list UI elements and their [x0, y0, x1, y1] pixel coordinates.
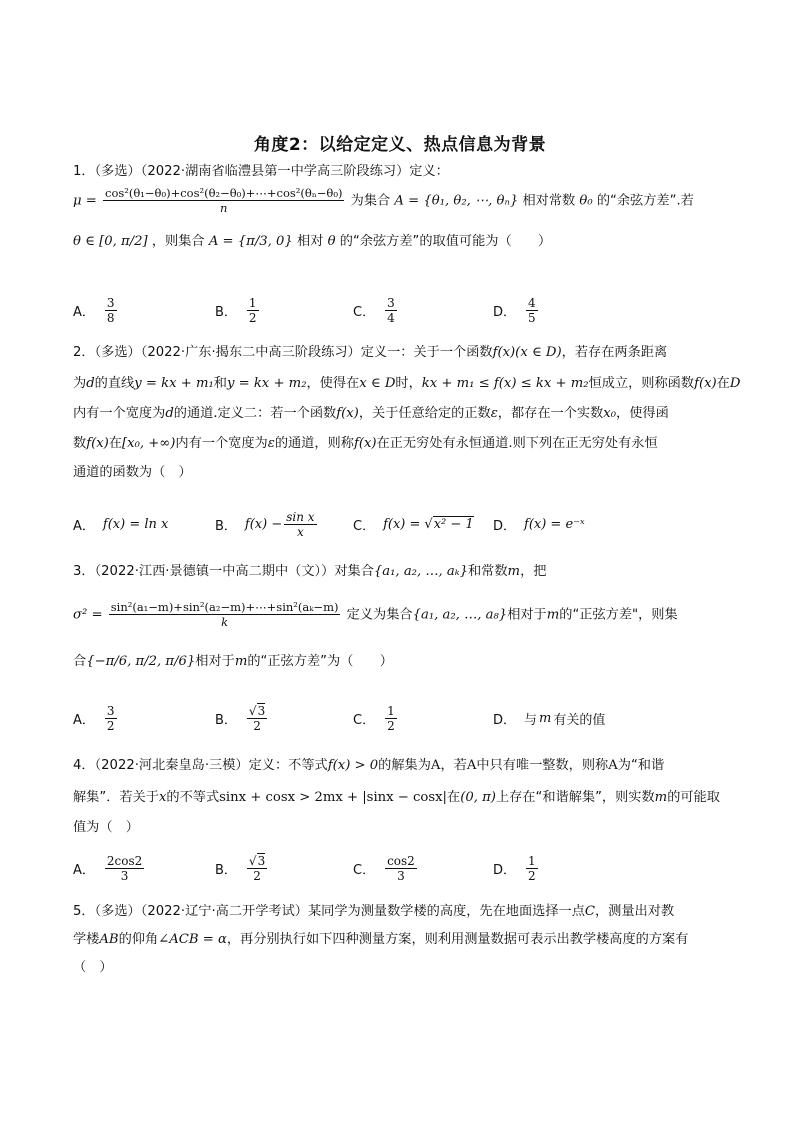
- q5-line-2: 学楼AB的仰角∠ACB = α，再分别执行如下四种测量方案，则利用测量数据可表示出教学楼高度的方案有: [73, 932, 689, 947]
- q1-option-c[interactable]: C． $\frac{3}{4}$: [353, 295, 395, 325]
- q1-variance-fraction: $\frac{\text{cos²(θ₁−θ₀)+cos²(θ₂−θ₀)+⋯+cos²(θₙ−θ₀)}}{n}$: [105, 186, 343, 215]
- q2-line-3: 内有一个宽度为d的通道.定义二：若一个函数f(x)，关于任意给定的正数ε，都存在一个实数x₀，使得函: [73, 406, 669, 421]
- q2-line-2: 为d的直线y = kx + m₁和y = kx + m₂，使得在x ∈ D时，kx + m₁ ≤ f(x) ≤ kx + m₂恒成立，则称函数f(x)在D: [73, 376, 741, 391]
- q3-line-2: σ² = $\frac{\text{sin²(a₁−m)+sin²(a₂−m)+⋯+sin²(aₖ−m)}}{k}$ 定义为集合{a₁, a₂, …, a₈}相对于m的“正弦方差"，则集: [73, 600, 678, 629]
- q3-variance-fraction: $\frac{\text{sin²(a₁−m)+sin²(a₂−m)+⋯+sin²(aₖ−m)}}{k}$: [110, 600, 339, 629]
- q4-option-a[interactable]: A． $\frac{2\cos 2}{3}$: [73, 853, 143, 883]
- q1-option-a[interactable]: A． $\frac{3}{8}$: [73, 295, 115, 325]
- q2-option-d[interactable]: D． f(x) = e⁻ˣ: [493, 516, 585, 534]
- q3-option-a[interactable]: A． $\frac{3}{2}$: [73, 703, 115, 733]
- q3-option-c[interactable]: C． $\frac{1}{2}$: [353, 703, 395, 733]
- q3-option-d[interactable]: D． 与 m 有关的值: [493, 710, 606, 728]
- sqrt-icon: √: [248, 703, 257, 718]
- q1-options: [73, 290, 733, 330]
- q4-option-b[interactable]: B． $\frac{√3}{2}$: [215, 853, 266, 883]
- q1-formula-line: μ = $\frac{\text{cos²(θ₁−θ₀)+cos²(θ₂−θ₀)+⋯+cos²(θₙ−θ₀)}}{n}$ 为集合 A = {θ₁, θ₂, ⋯, θₙ} 相对常数 θ₀ 的“余弦方差”.若: [73, 186, 694, 215]
- q4-option-d[interactable]: D． $\frac{1}{2}$: [493, 853, 536, 883]
- q4-line-1: 4．（2022·河北秦皇岛·三模）定义：不等式f(x) > 0的解集为A，若A中只有唯一整数，则称A为“和谐: [73, 758, 665, 773]
- q3-line-3: 合{−π/6, π/2, π/6}相对于m的“正弦方差”为（ ）: [73, 654, 393, 669]
- page-title: 角度2：以给定定义、热点信息为背景: [253, 135, 547, 155]
- q4-options: [73, 848, 733, 888]
- q2-option-a[interactable]: A． f(x) = ln x: [73, 516, 169, 534]
- q1-condition-line: θ ∈ [0, π/2] ，则集合 A = {π/3, 0} 相对 θ 的“余弦方差”的取值可能为（ ）: [73, 234, 552, 249]
- q2-line-4: 数f(x)在[x₀, +∞)内有一个宽度为ε的通道，则称f(x)在正无穷处有永恒通道.则下列在正无穷处有永恒: [73, 436, 658, 451]
- q3-line-1: 3．（2022·江西·景德镇一中高二期中（文））对集合{a₁, a₂, …, aₖ}和常数m，把: [73, 564, 547, 579]
- q2-line-5: 通道的函数为（ ）: [73, 465, 192, 480]
- q3-options: [73, 698, 733, 738]
- q1-header: 1．（多选）（2022·湖南省临澧县第一中学高三阶段练习）定义：: [73, 164, 449, 179]
- q4-line-3: 值为（ ）: [73, 820, 139, 835]
- q4-line-2: 解集”．若关于x的不等式sinx + cosx > 2mx + |sinx − cosx|在(0, π)上存在“和谐解集”，则实数m的可能取: [73, 790, 720, 805]
- q3-option-b[interactable]: B． $\frac{√3}{2}$: [215, 703, 266, 733]
- sqrt-icon: √: [424, 516, 433, 532]
- q2-option-b[interactable]: B． f(x) − $\frac{\text{sin x}}{x}$: [215, 509, 315, 539]
- q1-option-d[interactable]: D． $\frac{4}{5}$: [493, 295, 536, 325]
- q2-option-c[interactable]: C． f(x) = √ x² − 1: [353, 516, 474, 534]
- q2-options: [73, 504, 733, 544]
- q4-option-c[interactable]: C． $\frac{\cos 2}{3}$: [353, 853, 415, 883]
- q5-line-3: （ ）: [73, 960, 113, 975]
- q5-line-1: 5．（多选）（2022·辽宁·高二开学考试）某同学为测量数学楼的高度，先在地面选择一点C，测量出对教: [73, 904, 675, 919]
- q1-option-b[interactable]: B． $\frac{1}{2}$: [215, 295, 257, 325]
- sqrt-icon: √: [248, 853, 257, 868]
- q2-line-1: 2．（多选）（2022·广东·揭东二中高三阶段练习）定义一：关于一个函数f(x)(x ∈ D)，若存在两条距离: [73, 345, 668, 360]
